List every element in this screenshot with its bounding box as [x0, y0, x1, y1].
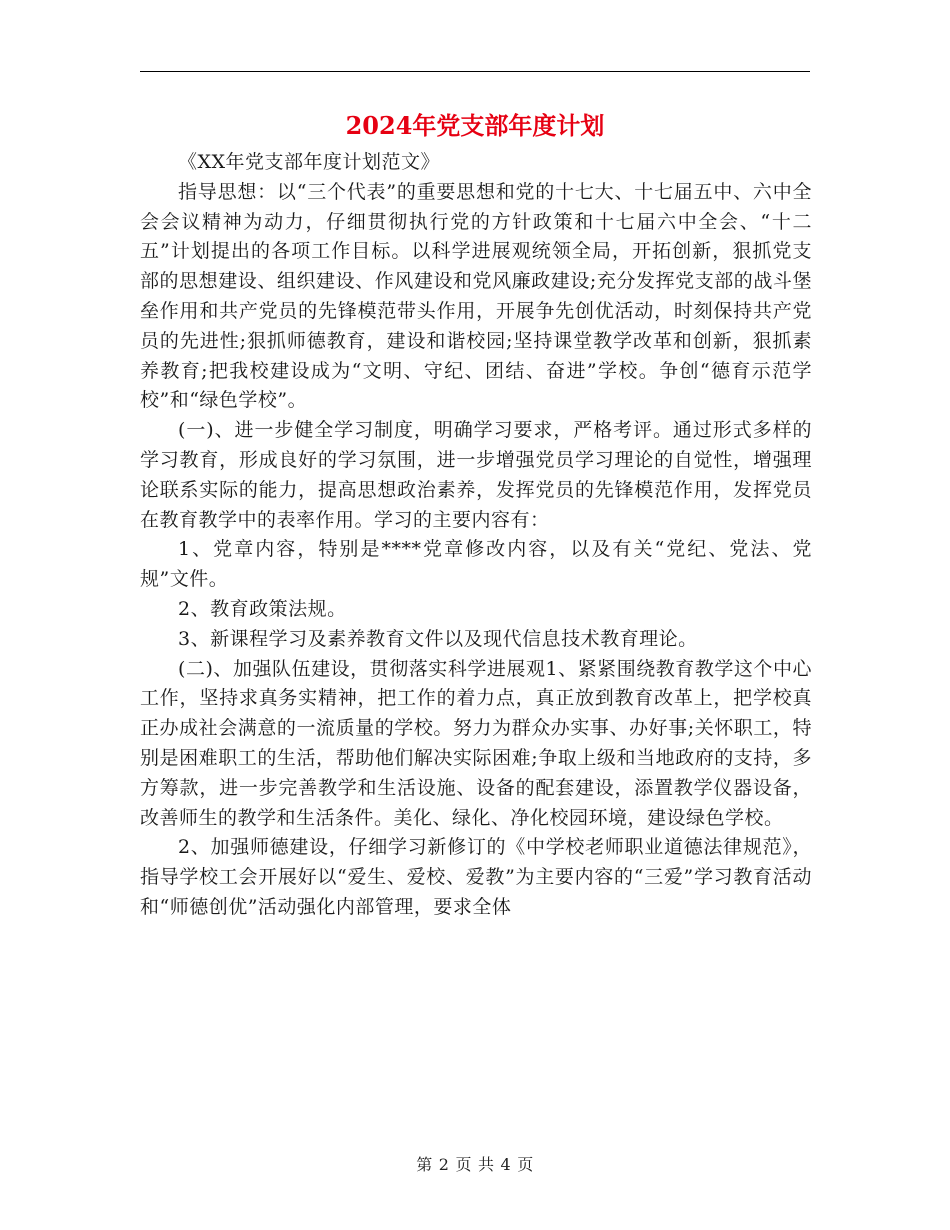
paragraph-item-1: 1、党章内容，特别是****党章修改内容，以及有关“党纪、党法、党规”文件。 [140, 538, 812, 591]
paragraph-section-1: (一)、进一步健全学习制度，明确学习要求，严格考评。通过形式多样的学习教育，形成良好的学习氛围，进一步增强党员学习理论的自觉性，增强理论联系实际的能力，提高思想政治素养，发挥党员的先锋模范作用，发挥党员在教育教学中的表率作用。学习的主要内容有： [140, 419, 812, 531]
paragraph-section-2-item-2: 2、加强师德建设，仔细学习新修订的《中学校老师职业道德法律规范》，指导学校工会开展好以“爱生、爱校、爱教”为主要内容的“三爱”学习教育活动和“师德创优”活动强化内部管理，要求全体 [140, 836, 812, 918]
footer-current-page: 2 [438, 1155, 450, 1174]
footer-page-prefix: 第 [416, 1155, 433, 1174]
footer-total-pages: 4 [500, 1155, 512, 1174]
footer-total-word: 共 [478, 1155, 495, 1174]
paragraph-guiding-thought: 指导思想：以“三个代表”的重要思想和党的十七大、十七届五中、六中全会会议精神为动力，仔细贯彻执行党的方针政策和十七届六中全会、“十二五”计划提出的各项工作目标。以科学进展观统领全局，开拓创新，狠抓党支部的思想建设、组织建设、作风建设和党风廉政建设;充分发挥党支部的战斗堡垒作用和共产党员的先锋模范带头作用，开展争先创优活动，时刻保持共产党员的先进性;狠抓师德教育，建设和谐校园;坚持课堂教学改革和创新，狠抓素养教育;把我校建设成为“文明、守纪、团结、奋进”学校。争创“德育示范学校”和“绿色学校”。 [140, 180, 812, 412]
paragraph-subtitle: 《XX年党支部年度计划范文》 [178, 151, 441, 173]
document-body [140, 148, 812, 923]
paragraph-item-3: 3、新课程学习及素养教育文件以及现代信息技术教育理论。 [178, 627, 698, 650]
footer-page-word: 页 [455, 1155, 472, 1174]
header-rule [140, 71, 810, 72]
page-footer [0, 1152, 950, 1175]
paragraph-item-2: 2、教育政策法规。 [178, 597, 347, 620]
document-title: 2024年党支部年度计划 [345, 111, 605, 140]
footer-page-suffix: 页 [517, 1155, 534, 1174]
paragraph-section-2: (二)、加强队伍建设，贯彻落实科学进展观1、紧紧围绕教育教学这个中心工作，坚持求真务实精神，把工作的着力点，真正放到教育改革上，把学校真正办成社会满意的一流质量的学校。努力为群众办实事、办好事;关怀职工，特别是困难职工的生活，帮助他们解决实际困难;争取上级和当地政府的支持，多方筹款，进一步完善教学和生活设施、设备的配套建设，添置教学仪器设备，改善师生的教学和生活条件。美化、绿化、净化校园环境，建设绿色学校。 [140, 657, 812, 829]
